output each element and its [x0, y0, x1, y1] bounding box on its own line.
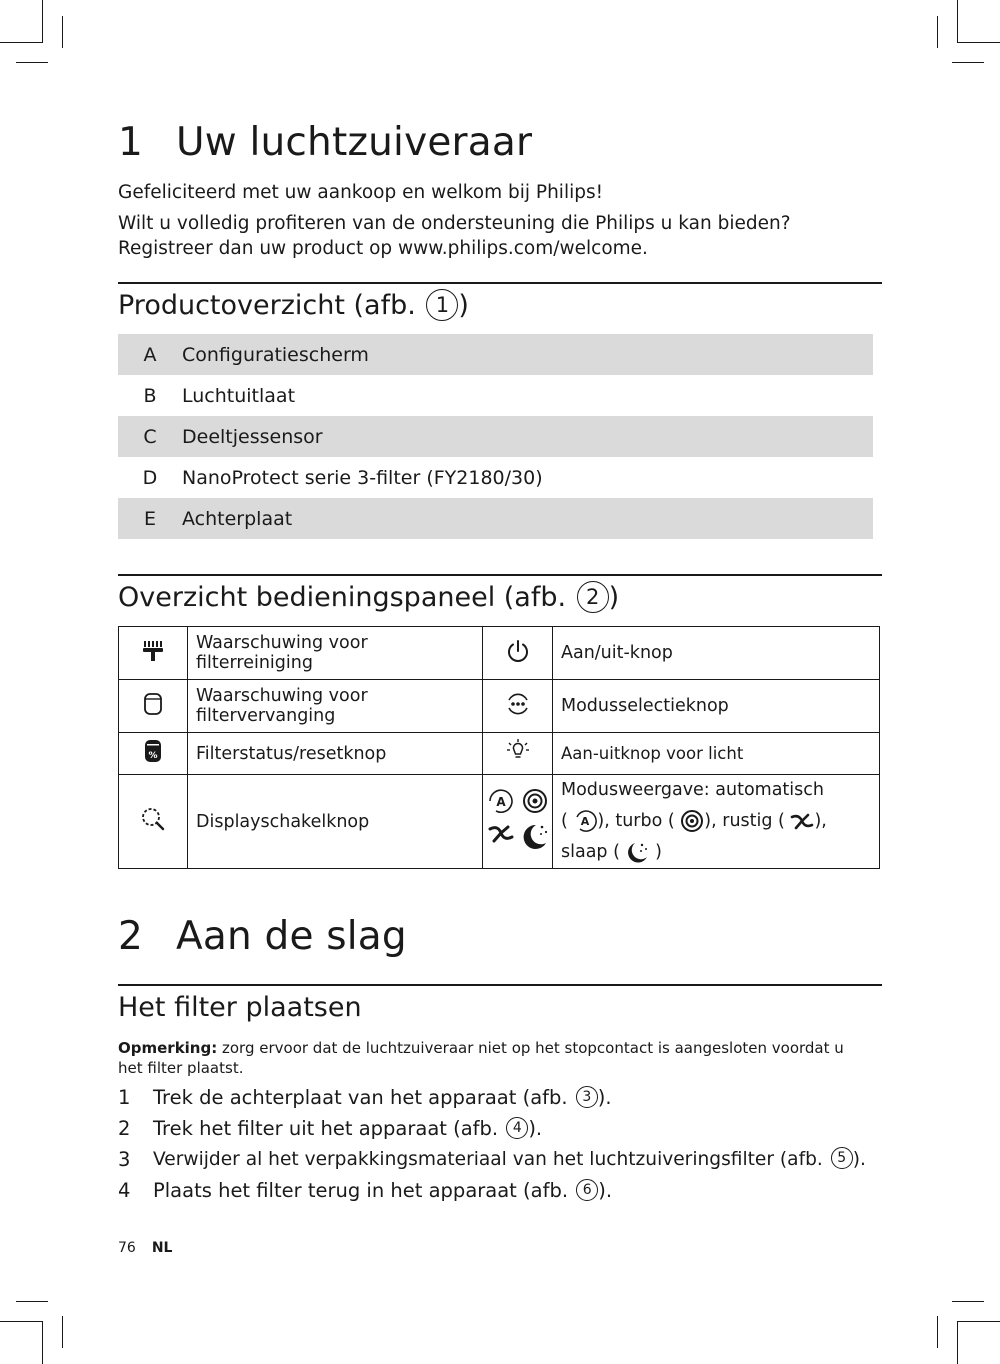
section-number: 2	[118, 914, 144, 959]
note-text: Opmerking: zorg ervoor dat de luchtzuiveraar niet op het stopcontact is aangesloten voordat u het filter plaatst.	[118, 1039, 844, 1077]
section-number: 1	[118, 120, 144, 165]
control-panel-heading: Overzicht bedieningspaneel (afb. 2 )	[118, 574, 882, 615]
filter-replace-icon	[119, 680, 188, 733]
control-label: Waarschuwing voor filterreiniging	[188, 627, 483, 680]
control-row	[119, 733, 880, 775]
crop-mark	[62, 1316, 63, 1348]
figure-ref: 5	[831, 1147, 853, 1169]
control-row	[119, 775, 880, 869]
parts-table	[118, 334, 873, 539]
crop-mark	[0, 42, 43, 43]
part-label: Luchtuitlaat	[182, 384, 296, 407]
steps-list	[118, 1082, 898, 1206]
crop-mark	[952, 62, 984, 63]
power-icon	[483, 627, 553, 680]
light-icon	[483, 733, 553, 775]
step-number: 1	[118, 1086, 131, 1109]
part-letter: A	[118, 334, 182, 375]
page-number: 76	[118, 1240, 136, 1256]
crop-mark	[42, 0, 43, 43]
section-title: Uw luchtzuiveraar	[176, 120, 533, 165]
filter-status-icon	[119, 733, 188, 775]
svg-text:A: A	[581, 815, 590, 828]
crop-mark	[62, 16, 63, 48]
control-label: Modusselectieknop	[553, 680, 880, 733]
part-label: Configuratiescherm	[182, 334, 873, 375]
control-row	[119, 627, 880, 680]
step-number: 3	[118, 1148, 131, 1171]
turbo-mode-icon	[524, 790, 546, 812]
intro-register-1: Wilt u volledig profiteren van de ondersteuning die Philips u kan bieden?	[118, 213, 791, 234]
note-label: Opmerking:	[118, 1039, 218, 1057]
sleep-mode-icon	[523, 825, 546, 849]
crop-mark	[937, 16, 938, 48]
part-letter: D	[142, 466, 158, 489]
part-label: Achterplaat	[182, 498, 873, 539]
mode-display-icons	[483, 775, 553, 869]
part-letter: C	[118, 416, 182, 457]
control-label: Aan/uit-knop	[553, 627, 880, 680]
page-footer	[118, 1240, 172, 1256]
turbo-mode-icon	[680, 809, 704, 833]
intro-welcome: Gefeliciteerd met uw aankoop en welkom bij Philips!	[118, 182, 604, 203]
parts-row	[118, 375, 873, 416]
crop-mark	[16, 62, 48, 63]
crop-mark	[42, 1321, 43, 1364]
part-label: Deeltjessensor	[182, 416, 873, 457]
section-heading-2	[118, 914, 407, 959]
display-switch-icon	[119, 775, 188, 869]
part-label: NanoProtect serie 3-filter (FY2180/30)	[182, 466, 543, 489]
silent-mode-icon	[490, 827, 512, 841]
crop-mark	[957, 1321, 958, 1364]
control-label: Waarschuwing voor filtervervanging	[188, 680, 483, 733]
mode-select-icon	[483, 680, 553, 733]
figure-ref: 4	[506, 1117, 528, 1139]
crop-mark	[957, 1321, 1000, 1322]
control-row	[119, 680, 880, 733]
list-item: 3 Verwijder al het verpakkingsmateriaal van het luchtzuiveringsfilter (afb. 5 ).	[118, 1144, 898, 1175]
list-item: 1 Trek de achterplaat van het apparaat (afb. 3 ).	[118, 1082, 898, 1113]
parts-row	[118, 498, 873, 539]
filter-install-heading: Het filter plaatsen	[118, 984, 882, 1023]
part-letter: E	[118, 498, 182, 539]
silent-mode-icon	[790, 809, 814, 833]
auto-mode-icon	[573, 809, 597, 833]
language-code: NL	[151, 1240, 173, 1256]
auto-mode-letter: A	[495, 795, 506, 809]
list-item: 2 Trek het filter uit het apparaat (afb. 4 ).	[118, 1113, 898, 1144]
crop-mark	[957, 0, 958, 43]
figure-ref: 3	[576, 1086, 598, 1108]
auto-mode-icon	[490, 790, 512, 812]
control-panel-table	[118, 626, 880, 869]
list-item: 4 Plaats het filter terug in het apparaat (afb. 6 ).	[118, 1175, 898, 1206]
figure-ref: 1	[426, 289, 458, 321]
figure-ref: 2	[577, 581, 609, 613]
parts-row	[118, 334, 873, 375]
mode-display-description: Modusweergave: automatisch ( A ), turbo ( ), rustig ( ), slaap ( )	[553, 775, 880, 869]
crop-mark	[0, 1321, 43, 1322]
crop-mark	[957, 42, 1000, 43]
parts-row	[118, 457, 873, 498]
filter-cleaning-icon	[119, 627, 188, 680]
control-label: Displayschakelknop	[188, 775, 483, 869]
crop-mark	[937, 1316, 938, 1348]
crop-mark	[16, 1301, 48, 1302]
crop-mark	[952, 1301, 984, 1302]
section-title: Aan de slag	[176, 914, 407, 959]
control-label: Aan-uitknop voor licht	[553, 733, 880, 775]
intro-register-2: Registreer dan uw product op www.philips.com/welcome.	[118, 238, 648, 259]
part-letter: B	[143, 384, 157, 407]
parts-row	[118, 416, 873, 457]
control-label: Filterstatus/resetknop	[188, 733, 483, 775]
svg-text:%: %	[148, 751, 158, 761]
figure-ref: 6	[576, 1179, 598, 1201]
step-number: 2	[118, 1117, 131, 1140]
sleep-mode-icon	[626, 840, 650, 864]
product-overview-heading: Productoverzicht (afb. 1 )	[118, 282, 882, 323]
section-heading-1	[118, 120, 532, 165]
step-number: 4	[118, 1179, 131, 1202]
